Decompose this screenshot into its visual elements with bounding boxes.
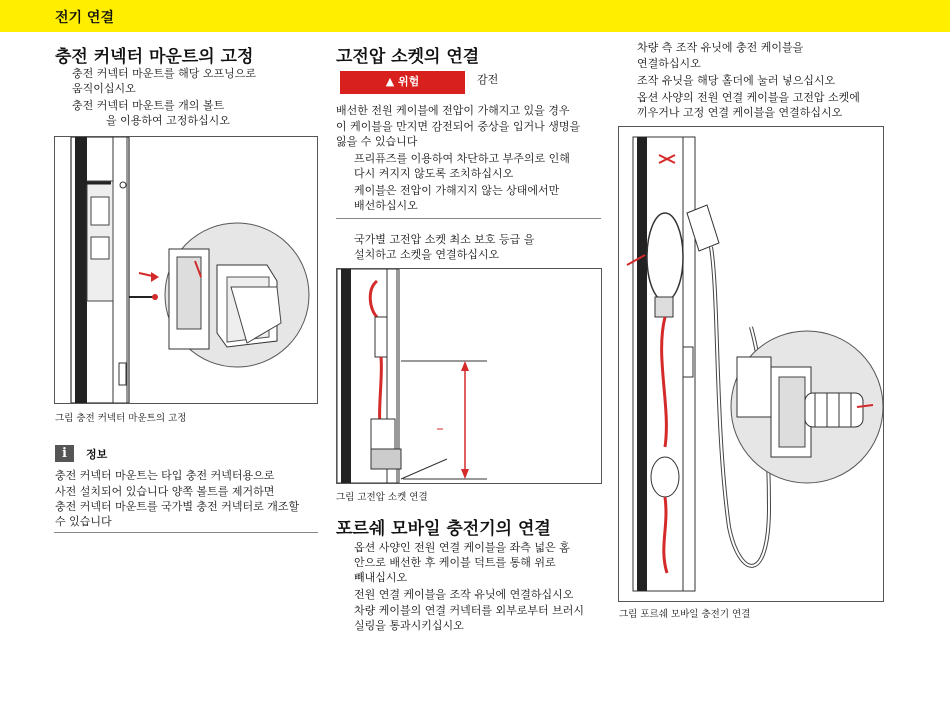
info-line-1: 충전 커넥터 마운트는 타입 충전 커넥터용으로 [55,469,275,482]
warning-line-2: 이 케이블을 만지면 감전되어 중상을 입거나 생명을 [336,120,581,133]
info-line-2: 사전 설치되어 있습니다 양쪽 볼트를 제거하면 [55,485,275,498]
figure-mobile-charger [618,126,884,602]
danger-type: 감전 [477,73,499,86]
warning-step-4: 배선하십시오 [354,199,418,212]
col3-line-1: 차량 측 조작 유닛에 충전 케이블을 [637,41,804,54]
info-line-3: 충전 커넥터 마운트를 국가별 충전 커넥터로 개조할 [55,500,300,513]
mobile-charger-illustration [619,127,883,601]
warning-triangle-icon: ▲ [385,75,395,88]
figure-caption-hv-socket: 그림 고전압 소켓 연결 [336,492,428,503]
page-header [0,0,950,32]
heading-connector-mount: 충전 커넥터 마운트의 고정 [55,47,254,67]
mobile-line-2: 안으로 배선한 후 케이블 덕트를 통해 위로 [354,556,556,569]
col1-line-2: 움직이십시오 [72,82,136,95]
connector-mount-illustration [55,137,317,403]
mobile-line-4: 전원 연결 케이블을 조작 유닛에 연결하십시오 [354,588,574,601]
figure-caption-connector-mount: 그림 충전 커넥터 마운트의 고정 [55,413,187,424]
mobile-line-5: 차량 케이블의 연결 커넥터를 외부로부터 브러시 [354,604,585,617]
col1-line-3: 충전 커넥터 마운트를 개의 볼트 [72,99,225,112]
warning-step-1: 프리퓨즈를 이용하여 차단하고 부주의로 인해 [354,152,570,165]
col3-line-2: 연결하십시오 [637,57,701,70]
socket-line-1: 국가별 고전압 소켓 최소 보호 등급 을 [354,233,535,246]
section-title: 전기 연결 [55,10,114,26]
info-title: 정보 [86,448,108,461]
col3-line-4: 옵션 사양의 전원 연결 케이블을 고전압 소켓에 [637,91,860,104]
warning-line-1: 배선한 전원 케이블에 전압이 가해지고 있을 경우 [336,104,570,117]
info-line-4: 수 있습니다 [55,515,112,528]
heading-hv-socket: 고전압 소켓의 연결 [336,47,480,67]
col1-line-1: 충전 커넥터 마운트를 해당 오프닝으로 [72,67,257,80]
hv-socket-illustration [337,269,601,483]
figure-caption-mobile-charger: 그림 포르쉐 모바일 충전기 연결 [619,609,751,620]
mobile-line-3: 빼내십시오 [354,571,408,584]
col1-line-4: 을 이용하여 고정하십시오 [106,114,230,127]
figure-hv-socket [336,268,602,484]
danger-badge [340,71,465,94]
warning-step-2: 다시 켜지지 않도록 조치하십시오 [354,167,514,180]
col3-line-5: 끼우거나 고정 연결 케이블을 연결하십시오 [637,106,843,119]
info-divider [54,532,318,533]
figure-connector-mount [54,136,318,404]
col3-line-3: 조작 유닛을 해당 홀더에 눌러 넣으십시오 [637,74,836,87]
danger-label: 위험 [398,75,420,88]
warning-line-3: 잃을 수 있습니다 [336,135,418,148]
warning-divider [336,218,601,219]
mobile-line-6: 실링을 통과시키십시오 [354,619,464,632]
heading-mobile-charger: 포르쉐 모바일 충전기의 연결 [336,519,551,539]
socket-line-2: 설치하고 소켓을 연결하십시오 [354,248,500,261]
warning-step-3: 케이블은 전압이 가해지지 않는 상태에서만 [354,184,560,197]
mobile-line-1: 옵션 사양인 전원 연결 케이블을 좌측 넓은 홈 [354,541,570,554]
info-icon: i [55,445,74,462]
